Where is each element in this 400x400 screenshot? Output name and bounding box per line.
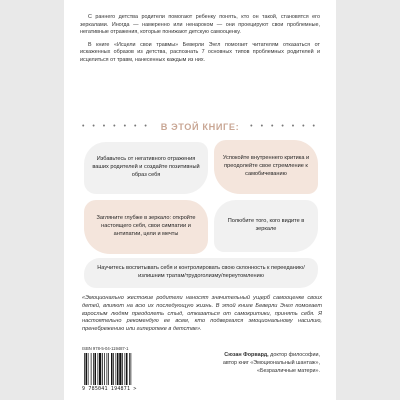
dots-left: • • • • • • • xyxy=(82,123,150,130)
barcode-icon xyxy=(84,353,154,385)
barcode-number: 9 785041 194871 > xyxy=(82,386,137,392)
benefit-card-5 xyxy=(84,258,318,288)
testimonial-quote: «Эмоционально жестокие родители наносят значительный ущерб самооценке своих детей, влияют на всю их последующую жизнь. В этой книге Беверли Энгл помогает взрослым людям преодолеть стыд, отказаться от самокритики, принять себя. Я настоятельно рекомендую ее всем, кто подвергался эмоциональному насилию, пренебрежению или гиперопеке в детстве». xyxy=(82,295,322,333)
author-name: Сюзан Форвард, xyxy=(224,352,269,358)
author-books-line-2: «Безразличные матери». xyxy=(256,367,320,374)
section-header xyxy=(82,120,318,134)
benefit-card-2 xyxy=(214,140,318,194)
back-cover xyxy=(64,0,336,400)
isbn-text: ISBN 978-5-04-119487-1 xyxy=(82,346,129,351)
benefit-text-2: Успокойте внутреннего критика и преодолейте свое стремление к самобичеванию xyxy=(222,155,310,177)
benefit-text-4: Полюбите того, кого видите в зеркале xyxy=(227,218,305,232)
benefit-card-1 xyxy=(84,142,208,194)
section-title: В ЭТОЙ КНИГЕ: xyxy=(160,122,240,132)
dots-right: • • • • • • • xyxy=(250,123,318,130)
benefit-card-4 xyxy=(214,200,318,252)
intro-text xyxy=(80,14,320,70)
intro-paragraph-2: В книге «Исцели свои травмы» Беверли Энгл помогает читателям отказаться от искаженных образов из детства, распознать 7 основных типов проблемных родителей и исцелиться от травм, нанесенных каждым из них. xyxy=(80,41,320,63)
barcode-block xyxy=(82,346,154,392)
author-degree: доктор философии, xyxy=(268,352,320,358)
benefit-card-3 xyxy=(84,200,208,254)
benefit-text-5: Научитесь воспитывать себя и контролировать свою склонность к перееданию/излишним тратам/трудоголизму/переутомлению xyxy=(97,265,305,279)
benefit-text-3: Загляните глубже в зеркало: откройте настоящего себя, свои симпатии и антипатии, цели и мечты xyxy=(96,215,196,237)
intro-paragraph-1: С раннего детства родители помогают ребенку понять, кто он такой, становятся его зеркалами. Иногда — намеренно или ненароком — они проецируют свои проблемные, негативные отражения, которые понижают детскую самооценку. xyxy=(80,14,320,36)
testimonial-author xyxy=(190,352,320,375)
author-books-line-1: автор книг «Эмоциональный шантаж», xyxy=(222,359,320,366)
benefit-text-1: Избавьтесь от негативного отражения ваших родителей и создайте позитивный образ себя xyxy=(92,156,200,178)
